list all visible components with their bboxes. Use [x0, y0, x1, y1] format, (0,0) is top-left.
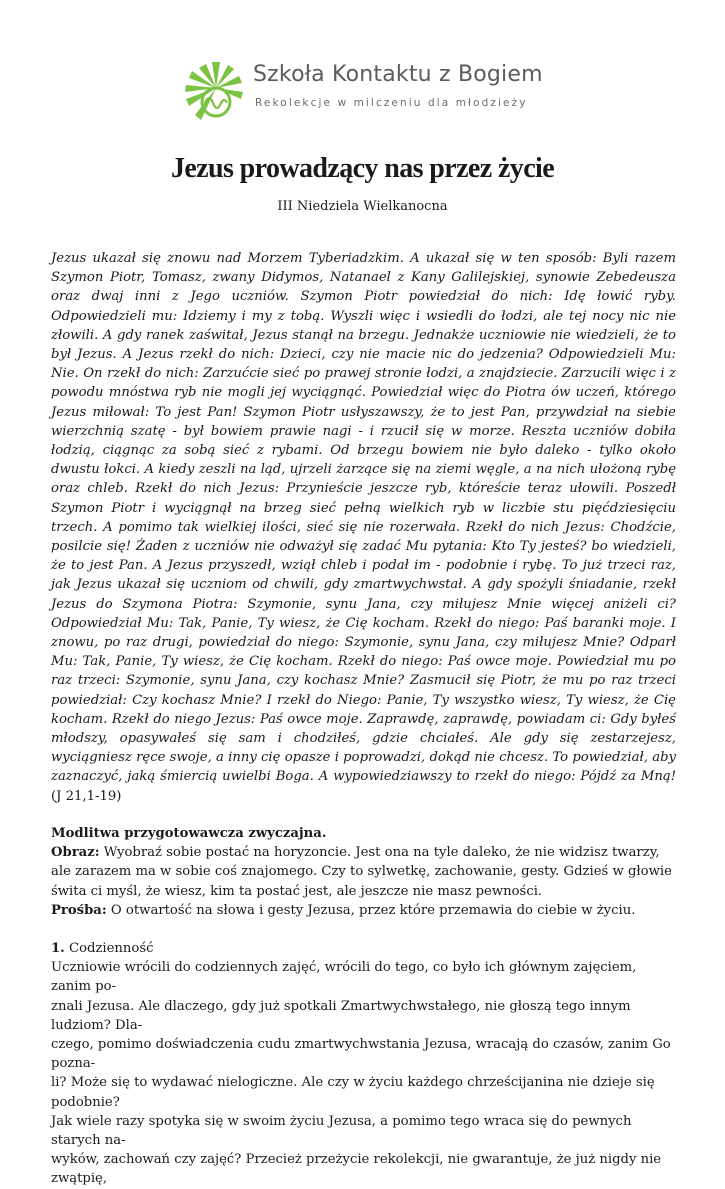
prosba-label: Prośba: — [51, 902, 107, 918]
point-1-heading — [51, 939, 676, 958]
page-title: Jezus prowadzący nas przez życie — [170, 153, 555, 184]
logo-title: Szkoła Kontaktu z Bogiem — [253, 62, 543, 87]
gospel-reference: (J 21,1-19) — [51, 788, 122, 804]
obraz-paragraph — [51, 843, 676, 901]
point-1-line: wyków, zachowań czy zajęć? Przecież przeżycie rekolekcji, nie gwarantuje, że już nigdy nie zwątpię, — [51, 1152, 662, 1187]
logo — [183, 58, 543, 128]
point-1-line: znali Jezusa. Ale dlaczego, gdy już spotkali Zmartwychwstałego, nie głoszą tego innym ludziom? Dla- — [51, 998, 631, 1033]
point-1-line: Uczniowie wrócili do codziennych zajęć, wrócili do tego, co było ich głównym zajęciem, zanim po- — [51, 960, 637, 995]
logo-subtitle: Rekolekcje w milczeniu dla młodzieży — [255, 97, 528, 109]
obraz-text: Wyobraź sobie postać na horyzoncie. Jest ona na tyle daleko, że nie widzisz twarzy, ale zarazem ma w sobie coś znajomego. Czy to sylwetkę, zachowanie, gesty. Gdzieś w głowie świta ci myśl, że wiesz, kim ta postać jest, ale jeszcze nie masz pewności. — [51, 845, 672, 899]
point-1-line: Jak wiele razy spotyka się w swoim życiu Jezusa, a pomimo tego wraca się do pewnych starych na- — [51, 1113, 632, 1148]
prosba-text: O otwartość na słowa i gesty Jezusa, przez które przemawia do ciebie w życiu. — [110, 902, 636, 918]
point-1-title: Codzienność — [68, 940, 154, 956]
prosba-paragraph — [51, 901, 676, 920]
gospel-text: Jezus ukazał się znowu nad Morzem Tyberiadzkim. A ukazał się w ten sposób: Byli razem Szymon Piotr, Tomasz, zwany Didymos, Natanael z Kany Galilejskiej, synowie Zebedeusza oraz dwaj inni z Jego uczniów. Szymon Piotr powiedział do nich: Idę łowić ryby. Odpowiedzieli mu: Idziemy i my z tobą. Wyszli więc i wsiedli do łodzi, ale tej nocy nic nie złowili. A gdy ranek zaświtał, Jezus stanął na brzegu. Jednakże uczniowie nie wiedzieli, że to był Jezus. A Jezus rzekł do nich: Dzieci, czy nie macie nic do jedzenia? Odpowiedzieli Mu: Nie. On rzekł do nich: Zarzućcie sieć po prawej stronie łodzi, a znajdziecie. Zarzucili więc i z powodu mnóstwa ryb nie mogli jej wyciągnąć. Powiedział więc do Piotra ów uczeń, którego Jezus miłował: To jest Pan! Szymon Piotr usłyszawszy, że to jest Pan, przywdział na siebie wierzchnią szatę - był bowiem prawie nagi - i rzucił się w morze. Reszta uczniów dobiła łodzią, ciągnąc za sobą sieć z rybami. Od brzegu bowiem nie było daleko - tylko około dwustu łokci. A kiedy zeszli na ląd, ujrzeli żarzące się na ziemi węgle, a na nich ułożoną rybę oraz chleb. Rzekł do nich Jezus: Przynieście jeszcze ryb, któreście teraz ułowili. Poszedł Szymon Piotr i wyciągnął na brzeg sieć pełną wielkich ryb w liczbie stu pięćdziesięciu trzech. A pomimo tak wielkiej ilości, sieć się nie rozerwała. Rzekł do nich Jezus: Chodźcie, posilcie się! Żaden z uczniów nie odważył się zadać Mu pytania: Kto Ty jesteś? bo wiedzieli, że to jest Pan. A Jezus przyszedł, wziął chleb i podał im - podobnie i rybę. To już trzeci raz, jak Jezus ukazał się uczniom od chwili, gdy zmartwychwstał. A gdy spożyli śniadanie, rzekł Jezus do Szymona Piotra: Szymonie, synu Jana, czy miłujesz Mnie więcej aniżeli ci? Odpowiedział Mu: Tak, Panie, Ty wiesz, że Cię kocham. Rzekł do niego: Paś baranki moje. I znowu, po raz drugi, powiedział do niego: Szymonie, synu Jana, czy miłujesz Mnie? Odparł Mu: Tak, Panie, Ty wiesz, że Cię kocham. Rzekł do niego: Paś owce moje. Powiedział mu po raz trzeci: Szymonie, synu Jana, czy kochasz Mnie? Zasmucił się Piotr, że mu po raz trzeci powiedział: Czy kochasz Mnie? I rzekł do Niego: Panie, Ty wszystko wiesz, Ty wiesz, że Cię kocham. Rzekł do niego Jezus: Paś owce moje. Zaprawdę, zaprawdę, powiadam ci: Gdy byłeś młodszy, opasywałeś się sam i chodziłeś, gdzie chciałeś. Ale gdy się zestarzejesz, wyciągniesz ręce swoje, a inny cię opasze i poprowadzi, dokąd nie chcesz. To powiedział, aby zaznaczyć, jaką śmiercią uwielbi Boga. A wypowiedziawszy to rzekł do niego: Pójdź za Mną! — [51, 251, 676, 785]
sun-logo-icon — [183, 58, 249, 128]
gospel-passage — [51, 249, 676, 806]
prayer-heading: Modlitwa przygotowawcza zwyczajna. — [51, 825, 327, 841]
page-subtitle: III Niedziela Wielkanocna — [277, 199, 448, 214]
point-1-number: 1. — [51, 940, 65, 956]
point-1-body — [51, 958, 676, 1188]
obraz-label: Obraz: — [51, 845, 100, 861]
point-1-line: li? Może się to wydawać nielogiczne. Ale czy w życiu każdego chrześcijanina nie dzieje się podobnie? — [51, 1075, 655, 1110]
point-1-line: czego, pomimo doświadczenia cudu zmartwychwstania Jezusa, wracają do czasów, zanim Go pozna- — [51, 1036, 671, 1072]
main-content — [51, 249, 676, 1189]
